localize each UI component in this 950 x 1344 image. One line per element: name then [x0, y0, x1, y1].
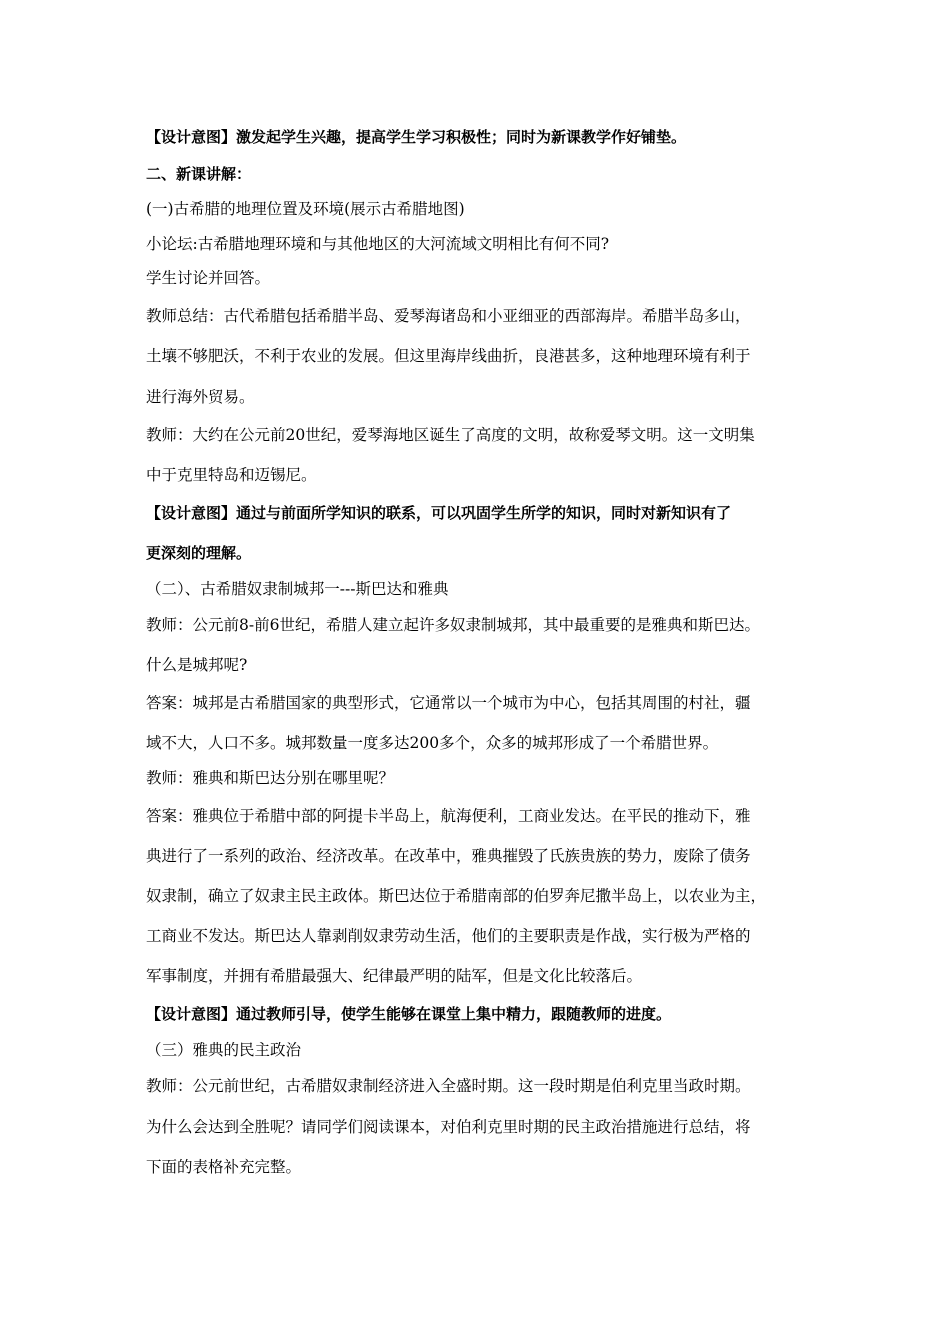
design-intent-2: 【设计意图】通过与前面所学知识的联系，可以巩固学生所学的知识，同时对新知识有了 [146, 504, 732, 522]
paragraph-line: 什么是城邦呢? [146, 656, 248, 674]
paragraph-line: 答案：城邦是古希腊国家的典型形式，它通常以一个城市为中心，包括其周围的村社，疆 [146, 694, 751, 712]
paragraph-line: 军事制度，并拥有希腊最强大、纪律最严明的陆军，但是文化比较落后。 [146, 967, 643, 985]
paragraph-line: 教师：公元前世纪，古希腊奴隶制经济进入全盛时期。这一段时期是伯利克里当政时期。 [146, 1077, 751, 1095]
paragraph-line: 域不大，人口不多。城邦数量一度多达200多个，众多的城邦形成了一个希腊世界。 [146, 734, 719, 752]
paragraph-line: 教师：雅典和斯巴达分别在哪里呢？ [146, 769, 395, 787]
paragraph-line: 奴隶制，确立了奴隶主民主政体。斯巴达位于希腊南部的伯罗奔尼撒半岛上，以农业为主， [146, 887, 767, 905]
design-intent-2-cont: 更深刻的理解。 [146, 544, 252, 562]
paragraph-line: 工商业不发达。斯巴达人靠剥削奴隶劳动生活，他们的主要职责是作战，实行极为严格的 [146, 927, 751, 945]
paragraph-line: 为什么会达到全胜呢？请同学们阅读课本，对伯利克里时期的民主政治措施进行总结，将 [146, 1118, 751, 1136]
forum-question: 小论坛:古希腊地理环境和与其他地区的大河流域文明相比有何不同? [146, 235, 610, 253]
paragraph-line: 中于克里特岛和迈锡尼。 [146, 466, 317, 484]
section-heading-new-lesson: 二、新课讲解： [146, 165, 252, 183]
paragraph-line: 教师：大约在公元前20世纪，爱琴海地区诞生了高度的文明，故称爱琴文明。这一文明集 [146, 426, 755, 444]
subsection-heading-1: (一)古希腊的地理位置及环境(展示古希腊地图) [146, 200, 465, 218]
subsection-heading-3: （三）雅典的民主政治 [146, 1041, 302, 1059]
paragraph-line: 进行海外贸易。 [146, 388, 255, 406]
subsection-heading-2: （二）、古希腊奴隶制城邦一---斯巴达和雅典 [146, 580, 449, 598]
paragraph-line: 教师：公元前8-前6世纪，希腊人建立起许多奴隶制城邦，其中最重要的是雅典和斯巴达。 [146, 616, 760, 634]
paragraph-line: 典进行了一系列的政治、经济改革。在改革中，雅典摧毁了氏族贵族的势力，废除了债务 [146, 847, 751, 865]
paragraph-line: 下面的表格补充完整。 [146, 1158, 302, 1176]
student-discussion: 学生讨论并回答。 [146, 269, 271, 287]
paragraph-line: 答案：雅典位于希腊中部的阿提卡半岛上，航海便利，工商业发达。在平民的推动下，雅 [146, 807, 751, 825]
design-intent-3: 【设计意图】通过教师引导，使学生能够在课堂上集中精力，跟随教师的进度。 [146, 1005, 672, 1023]
design-intent-1: 【设计意图】激发起学生兴趣，提高学生学习积极性；同时为新课教学作好铺垫。 [146, 128, 687, 146]
paragraph-line: 教师总结：古代希腊包括希腊半岛、爱琴海诸岛和小亚细亚的西部海岸。希腊半岛多山， [146, 307, 751, 325]
paragraph-line: 土壤不够肥沃，不利于农业的发展。但这里海岸线曲折，良港甚多，这种地理环境有利于 [146, 347, 751, 365]
